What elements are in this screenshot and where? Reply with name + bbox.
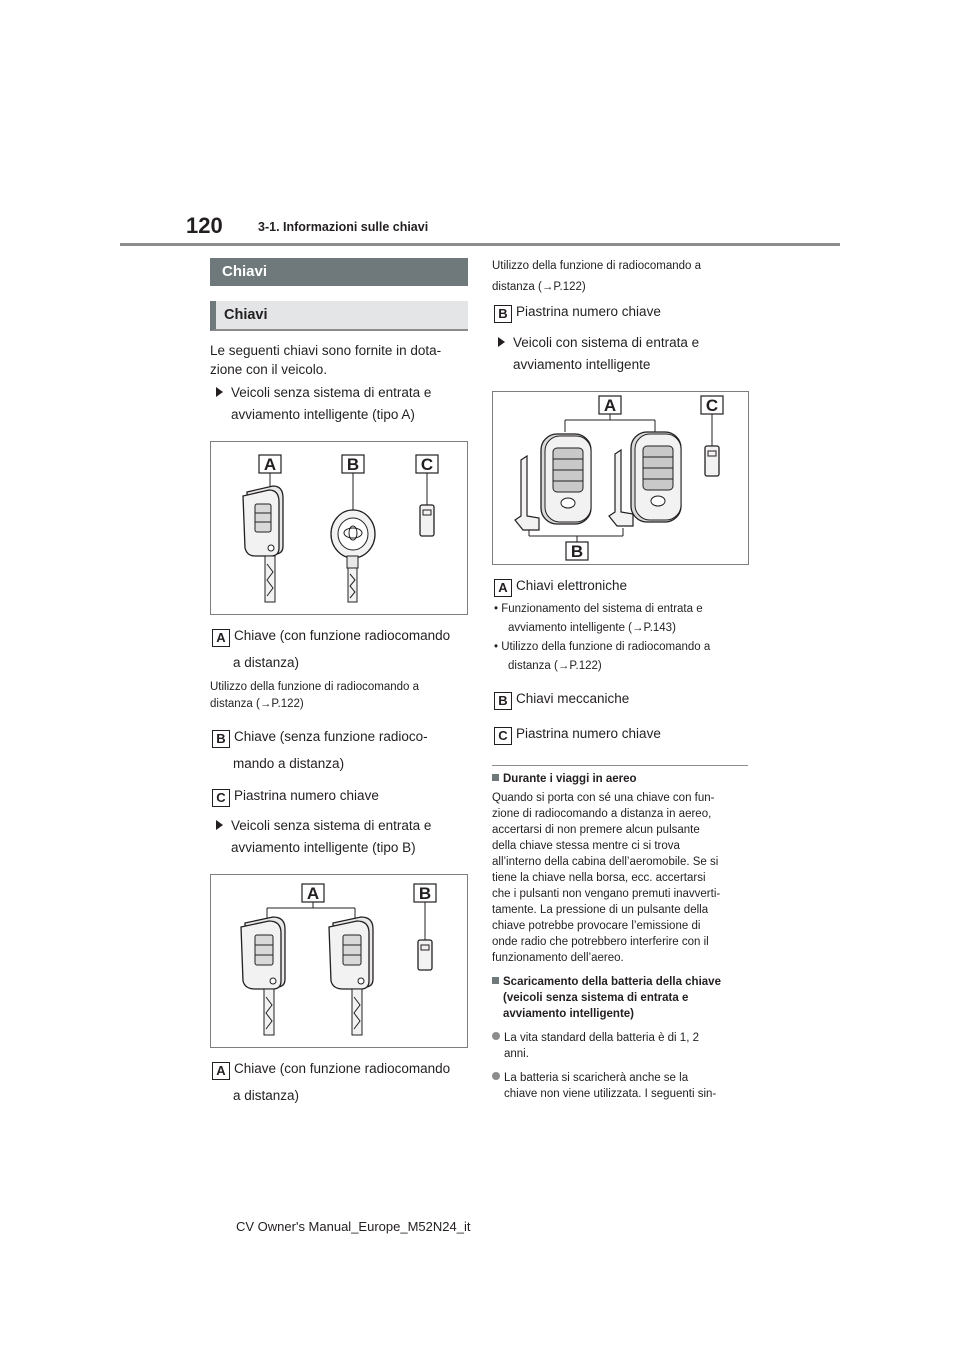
smart-key-icon (541, 434, 591, 524)
fig1-label-c: C (420, 455, 434, 474)
fig2-label-a: A (306, 884, 320, 903)
subheading: Chiavi (210, 301, 468, 331)
fig3-label-a: A (603, 396, 617, 415)
remote-key-icon (243, 486, 283, 602)
intro-text: Le seguenti chiavi sono fornite in dota- zione con il veicolo. (210, 343, 442, 377)
item-b-mechanical-keys: B Chiavi meccaniche (494, 688, 629, 710)
note-divider (492, 765, 748, 766)
figure-keys-smart-entry (492, 391, 749, 565)
subitem: • Funzionamento del sistema di entrata e (494, 603, 703, 615)
remote-key-icon (329, 917, 373, 1035)
subitem-list: • Funzionamento del sistema di entrata e avviamento intelligente (→P.143) • Utilizzo della funzione di radiocomando a distanza (→P.122) (494, 600, 710, 676)
figure-keys-type-a (210, 441, 468, 615)
dot-bullet-icon (492, 1032, 500, 1040)
keys-smart-entry-illustration (493, 392, 748, 564)
mechanical-key-icon (609, 450, 633, 526)
item-a2-remote-key: A Chiave (con funzione radiocomando a distanza) (212, 1058, 450, 1107)
item-b-mechanical-key: B Chiave (senza funzione radioco- mando a distanza) (212, 726, 428, 775)
footer-manual-id: CV Owner's Manual_Europe_M52N24_it (236, 1219, 471, 1234)
note-remote-operation-top: Utilizzo della funzione di radiocomando a distanza (→P.122) (492, 260, 702, 293)
keys-type-b-illustration (211, 875, 467, 1047)
key-number-plate-icon (420, 505, 434, 536)
fig1-label-b: B (346, 455, 360, 474)
figure-keys-type-b (210, 874, 468, 1048)
page-number: 120 (186, 213, 223, 238)
chapter-banner: Chiavi (210, 258, 468, 286)
square-bullet-icon (492, 977, 499, 984)
bullet-smart-entry: Veicoli con sistema di entrata e avviamento intelligente (494, 332, 699, 376)
bullet-type-b: Veicoli senza sistema di entrata e avviamento intelligente (tipo B) (212, 815, 431, 859)
key-number-plate-icon (418, 940, 432, 970)
bullet-type-a: Veicoli senza sistema di entrata e avviamento intelligente (tipo A) (212, 382, 431, 426)
fig3-label-b: B (570, 542, 584, 561)
dot-item-battery-life: La vita standard della batteria è di 1, 2 anni. (492, 1030, 750, 1062)
triangle-bullet-icon (216, 387, 223, 397)
note-remote-operation: Utilizzo della funzione di radiocomando a distanza (→P.122) (210, 681, 420, 710)
square-bullet-icon (492, 774, 499, 781)
fig3-label-c: C (705, 396, 719, 415)
note2-title: Scaricamento della batteria della chiave (veicoli senza sistema di entrata e avviamento intelligente) (492, 974, 750, 1022)
mechanical-key-icon (515, 456, 539, 530)
section-title: 3-1. Informazioni sulle chiavi (258, 220, 429, 234)
note1-title: Durante i viaggi in aereo (492, 771, 750, 787)
dot-item-battery-discharge: La batteria si scaricherà anche se la chiave non viene utilizzata. I seguenti sin- (492, 1070, 750, 1102)
subitem: • Utilizzo della funzione di radiocomando a (494, 641, 711, 653)
notes-section (492, 771, 750, 1102)
dot-bullet-icon (492, 1072, 500, 1080)
item-a-electronic-keys: A Chiavi elettroniche (494, 575, 627, 597)
remote-key-icon (241, 917, 285, 1035)
item-c-number-plate: C Piastrina numero chiave (494, 723, 661, 745)
header-rule (120, 243, 840, 246)
triangle-bullet-icon (216, 820, 223, 830)
note1-body: Quando si porta con sé una chiave con fun- zione di radiocomando a distanza in aereo, accertarsi di non premere alcun pulsante della chiave stessa mentre ci si trova all’interno della cabina dell’aeromobile. Se si tiene la chiave nella borsa, ecc. accertarsi che i pulsanti non vengano premuti inavverti- tamente. La pressione di un pulsante della chiave potrebbe provocare l’emissione di onde radio che potrebbero interferire con il funzionamento dell’aereo. (492, 792, 721, 964)
keys-type-a-illustration (211, 442, 467, 614)
item-a-remote-key: A Chiave (con funzione radiocomando a distanza) (212, 625, 450, 674)
item-b-number-plate: B Piastrina numero chiave (494, 301, 661, 323)
smart-key-icon (631, 432, 681, 522)
fig1-label-a: A (263, 455, 277, 474)
triangle-bullet-icon (498, 337, 505, 347)
item-c-number-plate: C Piastrina numero chiave (212, 785, 379, 807)
mechanical-key-icon (331, 510, 375, 602)
key-number-plate-icon (705, 446, 719, 476)
fig2-label-b: B (418, 884, 432, 903)
